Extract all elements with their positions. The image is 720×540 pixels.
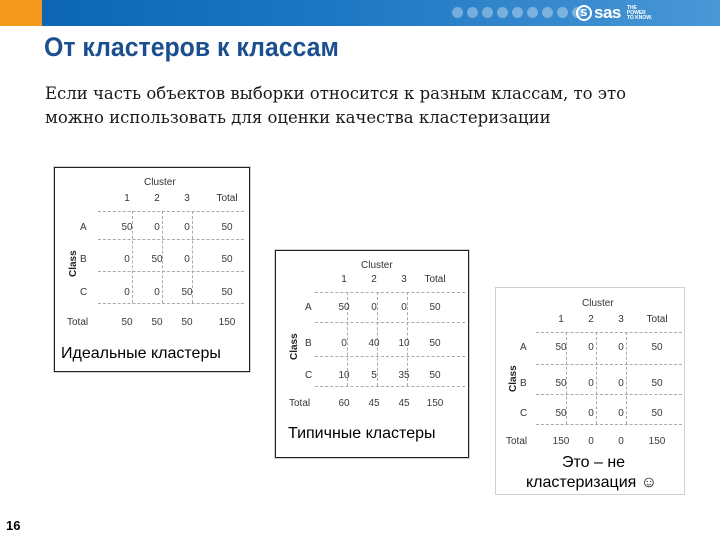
matrix-cell: 50 [151, 254, 163, 265]
matrix-cell: 50 [151, 317, 163, 328]
matrix-cell: 50 [221, 222, 233, 233]
row-label: Total [67, 317, 89, 328]
cluster-axis-label: Cluster [361, 260, 393, 271]
grid-line [315, 292, 465, 293]
row-label: Total [506, 436, 528, 447]
matrix-cell: 5 [371, 370, 377, 381]
column-header: 2 [588, 314, 594, 325]
matrix-cell: 50 [181, 317, 193, 328]
matrix-cell: 45 [398, 398, 410, 409]
matrix-cell: 0 [341, 338, 347, 349]
header-bar [0, 0, 720, 26]
matrix-cell: 0 [588, 342, 594, 353]
matrix-cell: 150 [552, 436, 570, 447]
matrix-cell: 50 [429, 302, 441, 313]
matrix-cell: 50 [555, 408, 567, 419]
column-header: 3 [618, 314, 624, 325]
matrix-cell: 0 [401, 302, 407, 313]
row-label: A [80, 222, 87, 233]
matrix-cell: 50 [555, 378, 567, 389]
matrix-cell: 0 [618, 436, 624, 447]
ideal-clusters-panel [54, 167, 250, 372]
column-header: 1 [124, 193, 130, 204]
matrix-cell: 60 [338, 398, 350, 409]
matrix-cell: 0 [154, 287, 160, 298]
ideal-clusters-caption: Идеальные кластеры [61, 345, 221, 362]
slide-title: От кластеров к классам [44, 32, 339, 62]
matrix-cell: 0 [588, 408, 594, 419]
matrix-cell: 35 [398, 370, 410, 381]
matrix-cell: 0 [184, 222, 190, 233]
column-header: 2 [154, 193, 160, 204]
grid-line [536, 424, 682, 425]
matrix-cell: 50 [555, 342, 567, 353]
subtitle-line-1: Если часть объектов выборки относится к разным классам, то это [45, 84, 627, 103]
matrix-cell: 0 [588, 436, 594, 447]
matrix-cell: 10 [338, 370, 350, 381]
grid-line [98, 239, 244, 240]
matrix-cell: 50 [651, 342, 663, 353]
matrix-cell: 0 [618, 378, 624, 389]
grid-line [98, 303, 244, 304]
row-label: A [305, 302, 312, 313]
slide-subtitle [45, 82, 685, 130]
row-label: A [520, 342, 527, 353]
row-label: C [80, 287, 88, 298]
class-axis-label: Class [289, 333, 300, 360]
column-header: Total [216, 193, 238, 204]
matrix-cell: 0 [618, 342, 624, 353]
not-clustering-caption-line-1: Это – не [562, 454, 626, 471]
matrix-cell: 0 [154, 222, 160, 233]
row-label: C [520, 408, 528, 419]
matrix-cell: 40 [368, 338, 380, 349]
column-header: Total [646, 314, 668, 325]
typical-clusters-caption: Типичные кластеры [288, 425, 436, 442]
matrix-cell: 50 [121, 222, 133, 233]
column-header: 1 [341, 274, 347, 285]
sas-logo-icon: S [576, 5, 592, 21]
class-axis-label: Class [68, 250, 79, 277]
matrix-cell: 50 [181, 287, 193, 298]
matrix-cell: 50 [221, 254, 233, 265]
grid-line [536, 394, 682, 395]
header-accent-block [0, 0, 42, 26]
typical-clusters-panel [275, 250, 469, 458]
grid-line [98, 211, 244, 212]
row-label: Total [289, 398, 311, 409]
row-label: C [305, 370, 313, 381]
matrix-cell: 150 [648, 436, 666, 447]
grid-line [536, 332, 682, 333]
matrix-cell: 50 [429, 370, 441, 381]
class-axis-label: Class [508, 365, 519, 392]
grid-line [315, 356, 465, 357]
not-clustering-caption-line-2: кластеризация ☺ [526, 474, 658, 491]
matrix-cell: 0 [184, 254, 190, 265]
grid-line [315, 386, 465, 387]
matrix-cell: 50 [651, 408, 663, 419]
row-label: B [520, 378, 527, 389]
cluster-axis-label: Cluster [582, 298, 614, 309]
column-header: 1 [558, 314, 564, 325]
page-number: 16 [6, 518, 21, 533]
column-header: 3 [184, 193, 190, 204]
header-dots [452, 7, 583, 19]
matrix-cell: 50 [221, 287, 233, 298]
matrix-cell: 0 [588, 378, 594, 389]
logo-tagline: THE POWER TO KNOW. [626, 4, 653, 21]
column-header: 2 [371, 274, 377, 285]
logo-wordmark: sas [594, 3, 621, 22]
matrix-cell: 50 [121, 317, 133, 328]
sas-logo [576, 3, 652, 23]
matrix-cell: 0 [124, 287, 130, 298]
matrix-cell: 45 [368, 398, 380, 409]
matrix-cell: 50 [429, 338, 441, 349]
row-label: B [305, 338, 312, 349]
grid-line [315, 322, 465, 323]
not-clustering-panel [496, 288, 684, 494]
grid-line [536, 364, 682, 365]
matrix-cell: 0 [618, 408, 624, 419]
grid-line [98, 271, 244, 272]
column-header: Total [424, 274, 446, 285]
matrix-cell: 150 [426, 398, 444, 409]
matrix-cell: 0 [371, 302, 377, 313]
subtitle-line-2: можно использовать для оценки качества кластеризации [45, 108, 551, 127]
column-header: 3 [401, 274, 407, 285]
matrix-cell: 50 [651, 378, 663, 389]
matrix-cell: 50 [338, 302, 350, 313]
cluster-axis-label: Cluster [144, 177, 176, 188]
matrix-cell: 0 [124, 254, 130, 265]
row-label: B [80, 254, 87, 265]
matrix-cell: 10 [398, 338, 410, 349]
matrix-cell: 150 [218, 317, 236, 328]
